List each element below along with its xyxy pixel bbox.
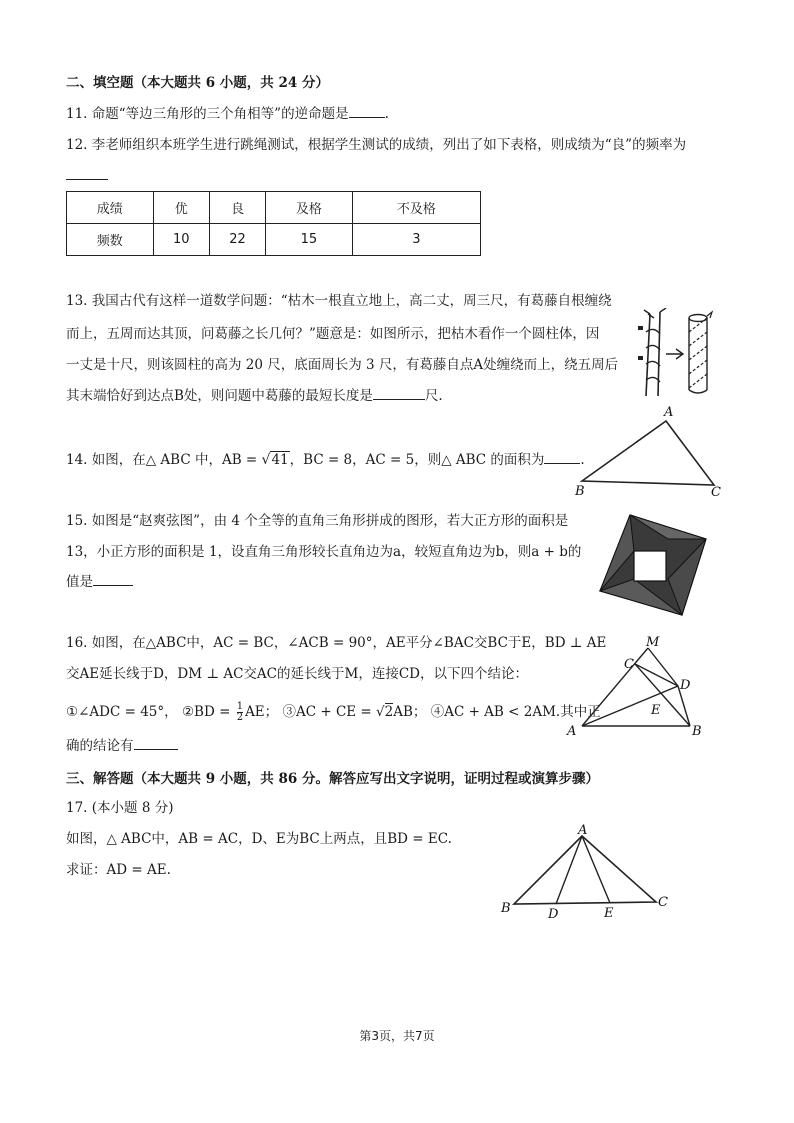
tree-trunk xyxy=(646,312,660,396)
vine-on-cylinder xyxy=(689,318,707,388)
segment-ad xyxy=(582,686,678,726)
segment-dm xyxy=(648,648,678,686)
question-14-end: . xyxy=(580,452,585,468)
question-13-line4 xyxy=(66,387,443,405)
sqrt-radicand: 41 xyxy=(271,452,289,468)
vertex-label-b: B xyxy=(501,901,511,916)
point-label-b: B xyxy=(692,724,702,739)
table-cell: 22 xyxy=(209,224,265,256)
table-cell: 频数 xyxy=(67,224,154,256)
triangle-abc xyxy=(514,836,656,904)
vertex-label-b: B xyxy=(575,484,585,499)
question-11-end: . xyxy=(384,106,389,122)
arrow-icon xyxy=(666,349,683,359)
cylinder-sides xyxy=(689,318,707,390)
conclusion-2: ②BD = $\frac{1}{2}$ AE； xyxy=(181,701,279,723)
question-14-text-a: 14. 如图，在△ ABC 中，AB = xyxy=(66,452,262,468)
page-number-footer: 第3页，共7页 xyxy=(359,1029,435,1043)
question-16-conclusions xyxy=(66,702,601,723)
question-15-line2: 13，小正方形的面积是 1，设直角三角形较长直角边为a，较短直角边为b，则a + b的 xyxy=(66,544,582,560)
segment-ae xyxy=(582,836,610,903)
isosceles-triangle-figure-17 xyxy=(496,820,680,924)
vertex-label-a: A xyxy=(664,405,674,420)
question-16-line4 xyxy=(66,737,178,755)
table-cell: 不及格 xyxy=(352,192,480,224)
question-13-unit: 尺. xyxy=(424,388,443,404)
question-13-text: 其末端恰好到达点B处，则问题中葛藤的最短长度是 xyxy=(66,388,373,404)
section-heading-solve: 三、解答题（本大题共 9 小题，共 86 分。解答应写出文字说明，证明过程或演算步骤） xyxy=(66,771,599,787)
point-label-m: M xyxy=(646,635,660,650)
table-cell: 成绩 xyxy=(67,192,154,224)
section-heading-fill-in: 二、填空题（本大题共 6 小题，共 24 分） xyxy=(66,75,329,91)
point-label-c: C xyxy=(624,657,634,672)
segment-cb xyxy=(635,664,690,726)
answer-blank-12 xyxy=(66,167,108,180)
answer-blank-11 xyxy=(349,105,385,118)
question-17-prove: 求证：AD = AE. xyxy=(66,862,171,878)
answer-blank-15 xyxy=(93,573,133,586)
segment-am xyxy=(582,648,648,726)
tree-cylinder-figure xyxy=(630,308,730,398)
vertex-label-c: C xyxy=(711,485,721,500)
answer-blank-16 xyxy=(134,737,178,750)
triangle-abc xyxy=(582,421,714,485)
table-cell: 10 xyxy=(153,224,209,256)
question-15-line3 xyxy=(66,573,133,591)
question-16-line1: 16. 如图，在△ABC中，AC = BC，∠ACB = 90°，AE平分∠BAC交BC于E，BD ⊥ AE xyxy=(66,635,607,651)
table-cell: 良 xyxy=(209,192,265,224)
triangle-figure-16 xyxy=(562,634,712,742)
segment-cd xyxy=(635,664,678,686)
conclusion-1: ①∠ADC = 45°， xyxy=(66,704,178,720)
question-12-blank-line xyxy=(66,167,108,185)
question-11 xyxy=(66,105,389,123)
question-12-text: 12. 李老师组织本班学生进行跳绳测试，根据学生测试的成绩，列出了如下表格，则成绩为“良”的频率为 xyxy=(66,137,687,153)
table-row xyxy=(67,192,481,224)
table-cell: 及格 xyxy=(266,192,353,224)
question-11-text: 11. 命题“等边三角形的三个角相等”的逆命题是 xyxy=(66,106,349,122)
answer-blank-13 xyxy=(373,387,425,400)
question-17-title: 17. (本小题 8 分) xyxy=(66,800,174,816)
vertex-label-c: C xyxy=(658,895,668,910)
triangle-abc-figure-14 xyxy=(570,404,730,500)
question-14-text-b: ，BC = 8，AC = 5，则△ ABC 的面积为 xyxy=(289,452,545,468)
small-square xyxy=(634,551,666,581)
question-13-line2: 而上，五周而达其顶，问葛藤之长几何？”题意是：如图所示，把枯木看作一个圆柱体，因 xyxy=(66,326,600,342)
point-label-d: D xyxy=(548,907,559,922)
score-frequency-table xyxy=(66,191,481,256)
point-label-a: A xyxy=(567,724,577,739)
question-14 xyxy=(66,451,585,469)
question-16-line2: 交AE延长线于D，DM ⊥ AC交AC的延长线于M，连接CD，以下四个结论： xyxy=(66,666,528,682)
question-13-line1: 13. 我国古代有这样一道数学问题：“枯木一根直立地上，高二丈，周三尺，有葛藤自根缠绕 xyxy=(66,293,612,309)
question-13-line3: 一丈是十尺，则该圆柱的高为 20 尺，底面周长为 3 尺，有葛藤自点A处缠绕而上，绕五周后 xyxy=(66,357,619,373)
point-label-e: E xyxy=(651,703,661,718)
question-16-text: 确的结论有 xyxy=(66,738,134,754)
zhao-shuang-chord-diagram xyxy=(598,513,708,617)
point-label-e: E xyxy=(604,906,614,921)
question-17-given: 如图，△ ABC中，AB = AC，D、E为BC上两点，且BD = EC. xyxy=(66,831,452,847)
conclusion-4: ④AC + AB < 2AM.其中正 xyxy=(430,704,601,720)
conclusion-3: ③AC + CE = √2AB； xyxy=(282,704,427,720)
sqrt-symbol: √ xyxy=(261,452,271,468)
segment-ad xyxy=(556,836,582,904)
tree-branches xyxy=(644,308,666,318)
point-label-d: D xyxy=(680,678,691,693)
table-row xyxy=(67,224,481,256)
cylinder-top xyxy=(689,315,707,322)
vertex-label-a: A xyxy=(578,823,588,838)
table-cell: 3 xyxy=(352,224,480,256)
question-15-line1: 15. 如图是“赵爽弦图”，由 4 个全等的直角三角形拼成的图形，若大正方形的面积是 xyxy=(66,513,569,529)
table-cell: 15 xyxy=(266,224,353,256)
question-15-text: 值是 xyxy=(66,574,93,590)
table-cell: 优 xyxy=(153,192,209,224)
